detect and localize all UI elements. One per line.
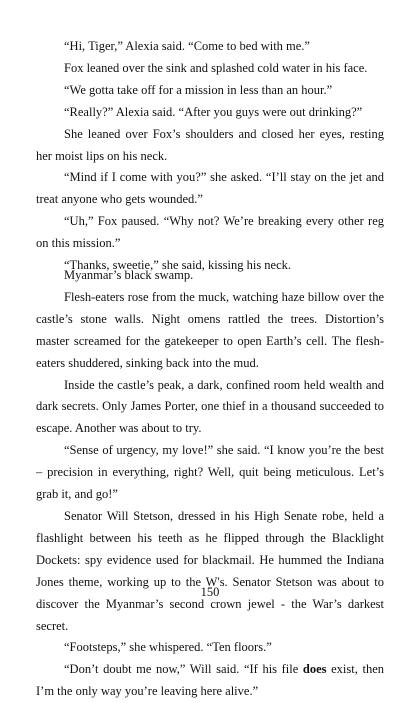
paragraph: Fox leaned over the sink and splashed cold water in his face.: [64, 60, 368, 75]
paragraph: Senator Will Stetson, dressed in his High Senate robe, held a flashlight between his teeth as he flipped through the Blacklight Dockets: spy evidence used for blackmail. He hummed the Indiana Jones theme, working up to the W's. Senator Stetson was about to discover the Myanmar’s second crown jewel - the War’s darkest secret.: [36, 508, 384, 633]
paragraph: “Thanks, sweetie,” she said, kissing his neck.: [64, 258, 292, 273]
bold-word: does: [302, 662, 327, 677]
paragraph: Inside the castle’s peak, a dark, confined room held wealth and dark secrets. Only James Porter, one thief in a thousand succeeded to escape. Another was about to try.: [36, 377, 384, 436]
paragraph: “Footsteps,” she whispered. “Ten floors.”: [64, 640, 272, 655]
text-run: exist, then I’m the only way you’re leaving here alive.”: [36, 662, 384, 699]
text-section-2: [36, 265, 384, 703]
paragraph: “Really?” Alexia said. “After you guys were out drinking?”: [64, 104, 363, 119]
paragraph-last: [36, 659, 384, 703]
paragraph: She leaned over Fox’s shoulders and closed her eyes, resting her moist lips on his neck.: [36, 126, 384, 163]
paragraph: “We gotta take off for a mission in less than an hour.”: [64, 82, 333, 97]
paragraph: “Sense of urgency, my love!” she said. “I know you’re the best – precision in everything, right? Well, quit being meticulous. Let’s grab it, and go!”: [36, 443, 384, 502]
paragraph: “Mind if I come with you?” she asked. “I’ll stay on the jet and treat anyone who gets wounded.”: [36, 170, 384, 207]
page-number: 150: [200, 585, 220, 599]
paragraph: “Uh,” Fox paused. “Why not? We’re breaking every other reg on this mission.”: [36, 214, 384, 251]
text-section-1: [36, 36, 384, 277]
scene-heading: Myanmar’s black swamp.: [64, 268, 194, 282]
paragraph: Flesh-eaters rose from the muck, watching haze billow over the castle’s stone walls. Night omens rattled the trees. Distortion’s master screamed for the gatekeeper to open Earth’s cell. The flesh-eaters shuddered, sinking back into the mud.: [36, 289, 384, 370]
paragraph: “Hi, Tiger,” Alexia said. “Come to bed with me.”: [64, 39, 310, 53]
text-run: “Don’t doubt me now,” Will said. “If his file: [64, 662, 303, 677]
